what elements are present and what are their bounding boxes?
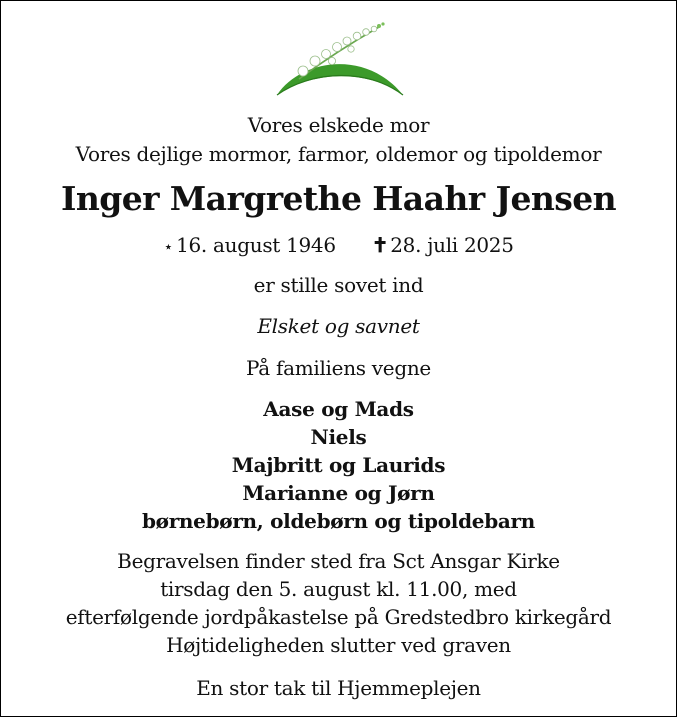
star-icon: ⋆: [163, 237, 174, 256]
family-member: børnebørn, oldebørn og tipoldebarn: [141, 509, 536, 533]
intro-line: Vores elskede mor: [247, 113, 430, 137]
on-behalf-line: På familiens vegne: [246, 356, 431, 380]
funeral-line: efterfølgende jordpåkastelse på Gredstedbro kirkegård: [65, 605, 612, 629]
funeral-line: tirsdag den 5. august kl. 11.00, med: [160, 577, 517, 601]
passed-line: er stille sovet ind: [253, 273, 424, 297]
lily-of-the-valley-icon: [271, 19, 411, 101]
family-member: Marianne og Jørn: [242, 481, 435, 505]
family-member: Aase og Mads: [263, 397, 414, 421]
funeral-line: Begravelsen finder sted fra Sct Ansgar Kirke: [117, 549, 560, 573]
thanks-line: En stor tak til Hjemmeplejen: [196, 676, 481, 700]
missed-line: Elsket og savnet: [257, 314, 420, 338]
funeral-line: Højtideligheden slutter ved graven: [166, 633, 511, 657]
dates-line: [1, 233, 676, 257]
family-member: Niels: [310, 425, 367, 449]
intro-line: Vores dejlige mormor, farmor, oldemor og tipoldemor: [75, 142, 602, 166]
birth-date: 16. august 1946: [176, 233, 336, 257]
cross-icon: ✝: [371, 233, 389, 257]
death-date: 28. juli 2025: [390, 233, 514, 257]
deceased-name: Inger Margrethe Haahr Jensen: [60, 179, 617, 218]
family-member: Majbritt og Laurids: [231, 453, 446, 477]
